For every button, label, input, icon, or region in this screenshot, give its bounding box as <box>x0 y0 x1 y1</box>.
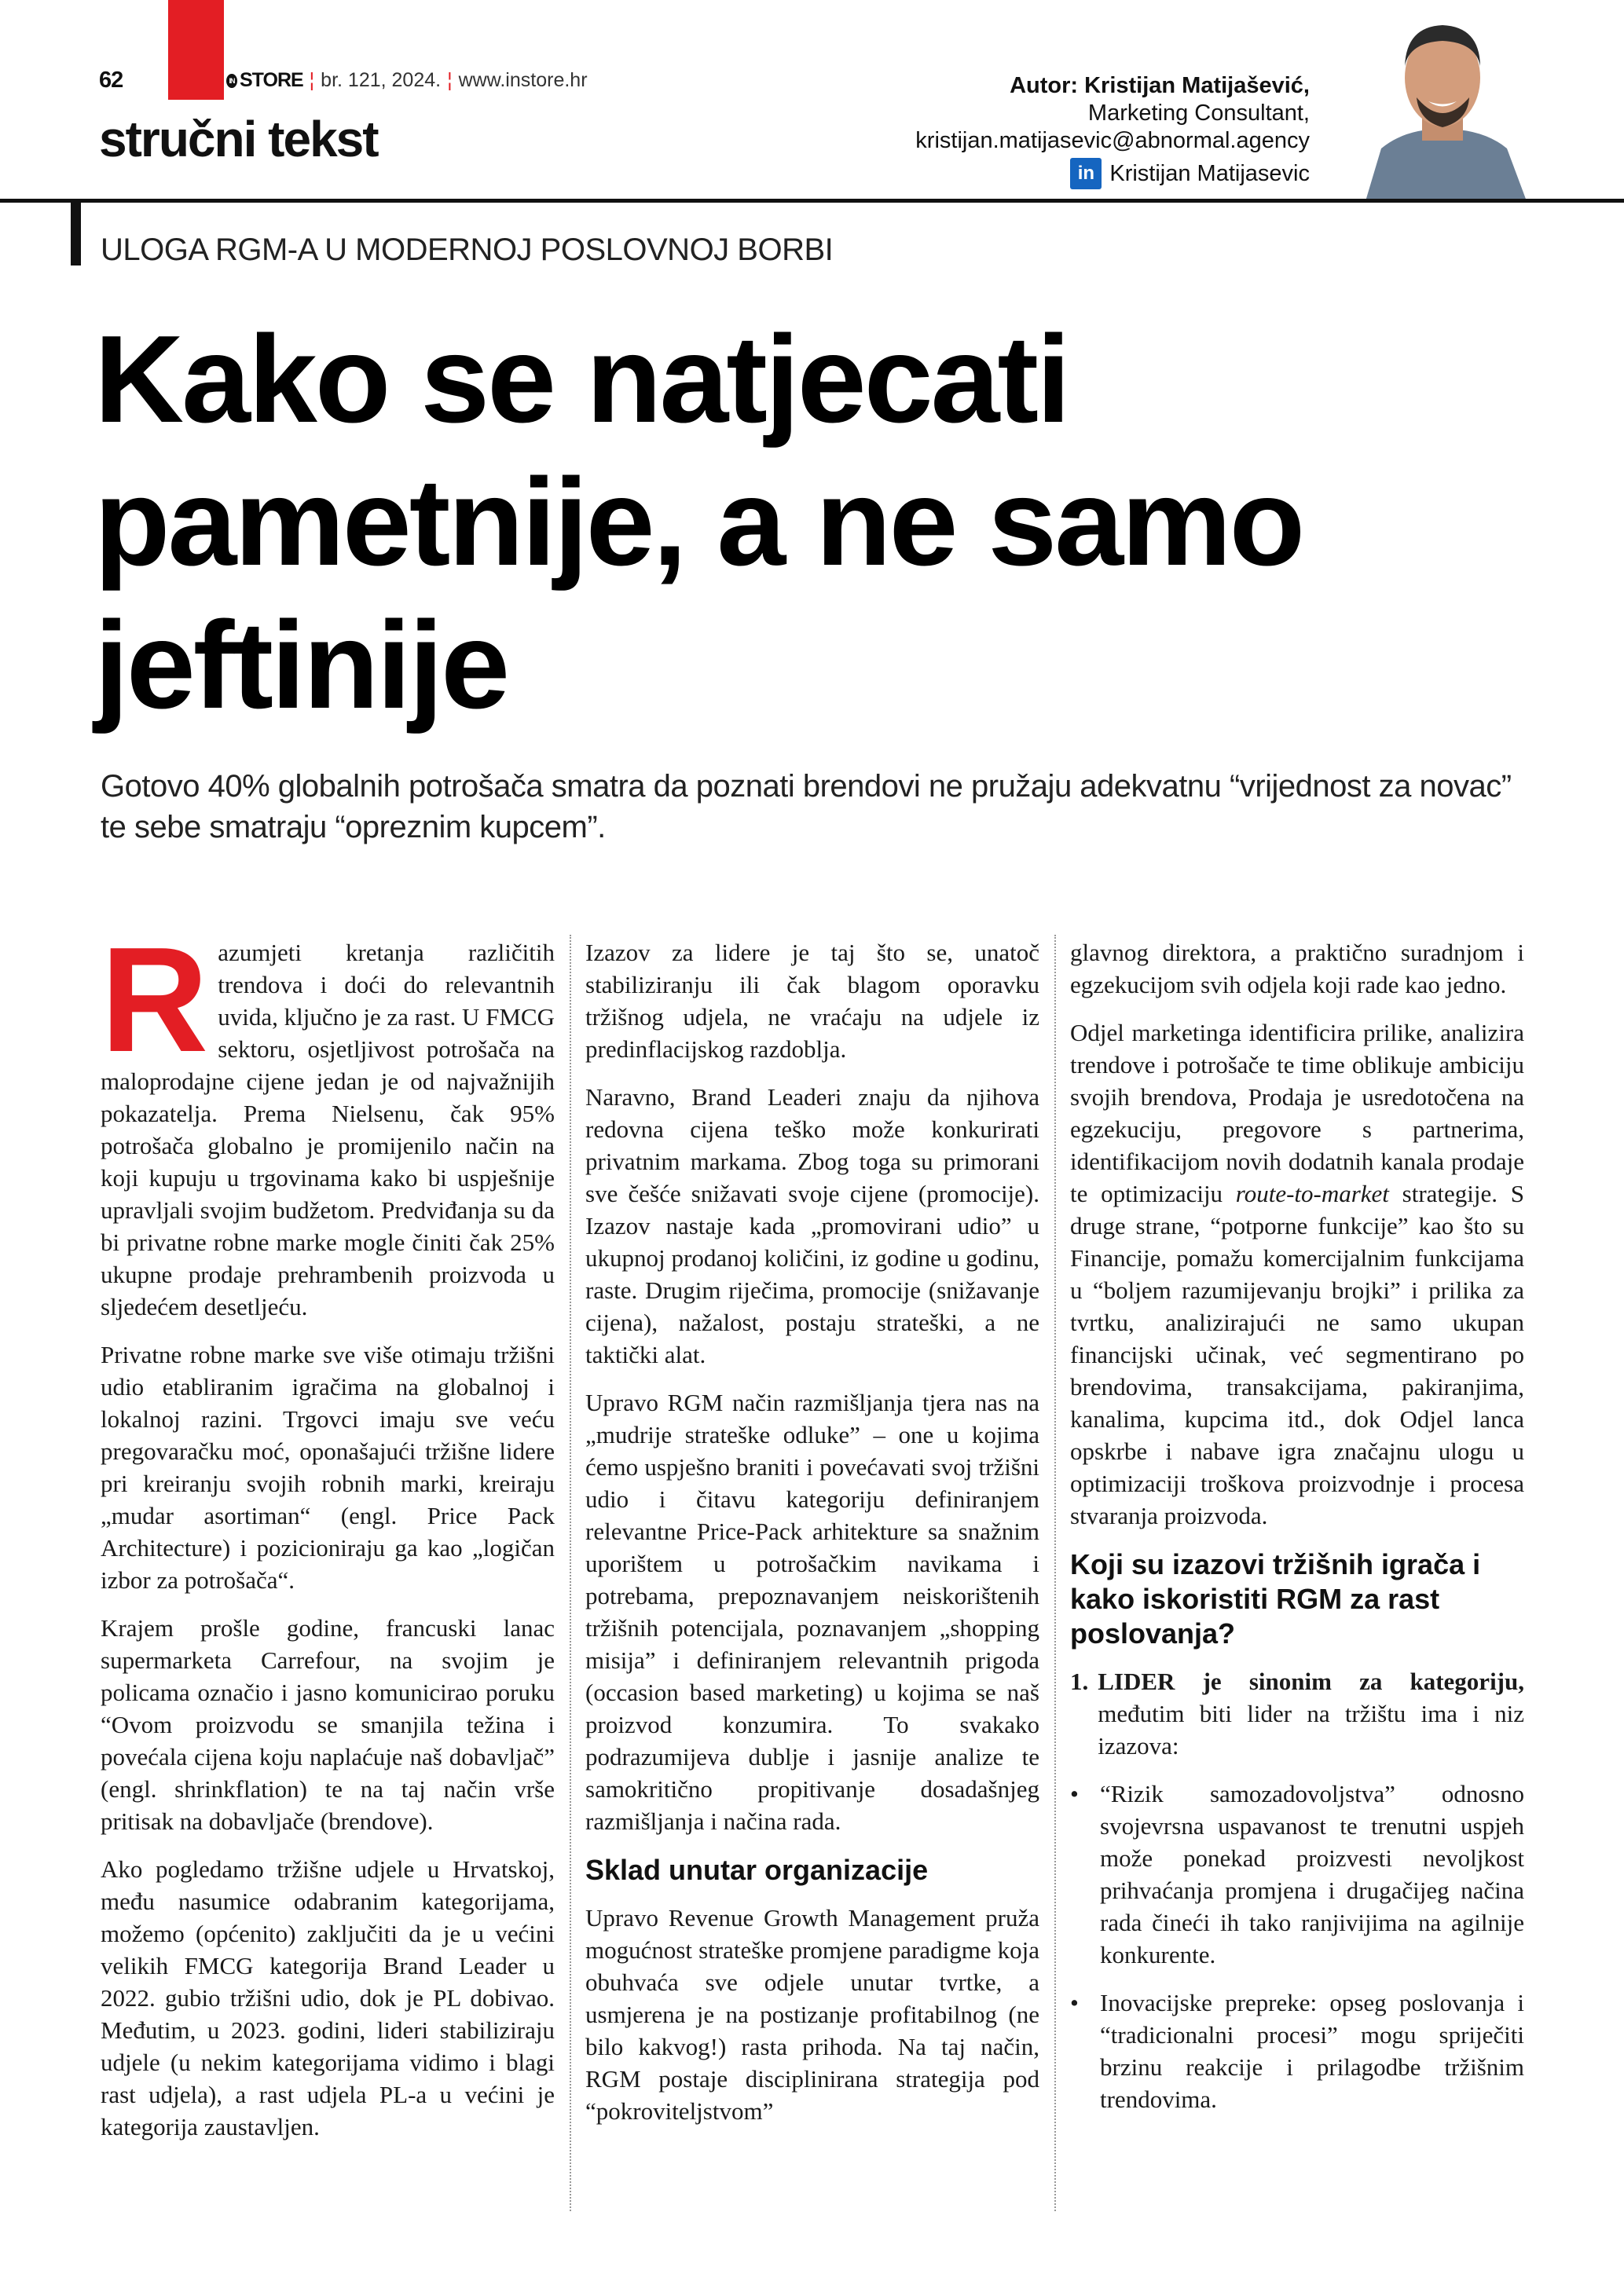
separator: ¦ <box>447 69 453 91</box>
paragraph: Odjel marketinga identificira prilike, analizira trendove i potrošače te time oblikuje ambiciju svojih brendova, Prodaja je usredotočena na egzekuciju, pregovore s partnerima, identifikacijom novih dodatnih kanala prodaje te optimizaciju route-to-market strategije. S druge strane, “potporne funkcije” kao što su Financije, pomažu komercijalnim funkcijama u “boljem razumijevanju brojki” i prilika za tvrtku, analizirajući ne samo ukupan financijski učinak, već segmentirano po brendovima, transakcijama, pakiranjima, kanalima, kupcima itd., dok Odjel lanca opskrbe i nabave igra značajnu ulogu u optimizaciji troškova proizvodnje i procesa stvaranja proizvoda. <box>1070 1019 1525 1529</box>
masthead <box>226 69 588 92</box>
linkedin-name: Kristijan Matijasevic <box>1109 160 1310 186</box>
item-number: 1. <box>1070 1668 1089 1695</box>
italic-term: route-to-market <box>1235 1180 1389 1207</box>
logo-in-icon: IN <box>226 74 237 88</box>
issue-number: br. 121, 2024. <box>321 69 442 91</box>
bullet-icon: • <box>1070 1780 1079 1807</box>
author-role: Marketing Consultant, <box>1087 101 1310 126</box>
author-photo <box>1350 11 1534 201</box>
website-link[interactable]: www.instore.hr <box>458 69 588 91</box>
subheading: Koji su izazovi tržišnih igrača i kako iskoristiti RGM za rast poslovanja? <box>1070 1548 1481 1650</box>
paragraph: Naravno, Brand Leaderi znaju da njihova redovna cijena teško može konkurirati privatnim markama. Zbog toga su primorani sve češće snižavati svoje cijene (promocije). Izazov nastaje kada „promovirani udio” u ukupnoj prodanoj količini, iz godine u godinu, raste. Drugim riječima, promocije (snižavanje cijena), nažalost, postaju strateški, a ne taktički alat. <box>585 1083 1039 1368</box>
instore-logo: IN STORE <box>226 69 303 92</box>
kicker-bar <box>71 201 81 265</box>
drop-cap: R <box>101 917 209 1083</box>
header-rule <box>0 199 1624 203</box>
page-number: 62 <box>99 68 123 93</box>
column-divider <box>1054 935 1056 2211</box>
section-title: stručni tekst <box>99 111 378 167</box>
bullet-icon: • <box>1070 1989 1079 2016</box>
article-kicker: ULOGA RGM-A U MODERNOJ POSLOVNOJ BORBI <box>101 233 834 267</box>
linkedin-link[interactable] <box>915 158 1310 189</box>
article-column-2 <box>585 936 1039 2143</box>
author-block <box>915 72 1310 189</box>
numbered-item <box>1070 1665 1524 1762</box>
author-name: Autor: Kristijan Matijašević, <box>1010 73 1310 98</box>
column-divider <box>570 935 571 2211</box>
author-email[interactable]: kristijan.matijasevic@abnormal.agency <box>915 128 1310 153</box>
paragraph: Krajem prošle godine, francuski lanac supermarketa Carrefour, na svojim je policama označio i jasno komunicirao poruku “Ovom proizvodu se smanjila težina i povećala cijena koju naplaćuje naš dobavljač” (engl. shrinkflation) te na taj način vrše pritisak na dobavljače (brendove). <box>101 1614 555 1835</box>
bullet-item: • “Rizik samozadovoljstva” odnosno svojevrsna uspavanost te trenutni uspjeh može ponekad proizvesti nevoljkost prihvaćanja promjena i drugačijeg načina rada čineći ih tako ranjivijima na agilnije konkurente. <box>1070 1778 1524 1971</box>
paragraph: Privatne robne marke sve više otimaju tržišni udio etabliranim igračima na globalnoj i lokalnoj razini. Trgovci imaju sve veću pregovaračku moć, oponašajući tržišne lidere pri kreiranju svojih robnih marki, kreiraju „mudar asortiman“ (engl. Price Pack Architecture) i pozicioniraju ga kao „logičan izbor za potrošača“. <box>101 1341 555 1594</box>
paragraph: Ako pogledamo tržišne udjele u Hrvatskoj, među nasumice odabranim kategorijama, možemo (općenito) zaključiti da je u većini velikih FMCG kategorija Brand Leader u 2022. gubio tržišni udio, dok je PL dobivao. Međutim, u 2023. godini, lideri stabiliziraju udjele (u nekim kategorijama vidimo i blagi rast udjela), a rast udjela PL-a u većini je kategorija zaustavljen. <box>101 1855 555 2140</box>
paragraph: Upravo RGM način razmišljanja tjera nas na „mudrije strateške odluke” – one u kojima ćemo uspješno braniti i povećavati svoj tržišni udio i čitavu kategoriju definiranjem relevantne Price-Pack arhitekture sa snažnim uporištem u potrošačkim navikama i potrebama, prepoznavanjem neiskorištenih tržišnih potencijala, poznavanjem „shopping misija” i definiranjem relevantnih prigoda (occasion based marketing) u kojima se naš proizvod konzumira. To svakako podrazumijeva dublje i jasnije analize te samokritično propitivanje dosadašnjeg razmišljanja i načina rada. <box>585 1389 1039 1835</box>
article-column-1 <box>101 917 555 2159</box>
paragraph: Izazov za lidere je taj što se, unatoč stabiliziranju ili čak blagom oporavku tržišnog udjela, ne vraćaju na udjele iz predinflacijskog razdoblja. <box>585 939 1039 1063</box>
linkedin-icon: in <box>1070 158 1102 189</box>
paragraph: Upravo Revenue Growth Management pruža mogućnost strateške promjene paradigme koja obuhvaća sve odjele unutar tvrtke, a usmjerena je na postizanje profitabilnog (ne bilo kakvog!) rasta prihoda. Na taj način, RGM postaje disciplinirana strategija pod “pokroviteljstvom” <box>585 1904 1039 2125</box>
bullet-item: • Inovacijske prepreke: opseg poslovanja i “tradicionalni procesi” mogu spriječiti brzinu reakcije i prilagodbe tržišnim trendovima. <box>1070 1987 1524 2115</box>
item-text: međutim biti lider na tržištu ima i niz izazova: <box>1098 1700 1524 1760</box>
separator: ¦ <box>309 69 315 91</box>
brand-red-bar <box>168 0 224 100</box>
subheading: Sklad unutar organizacije <box>585 1854 929 1886</box>
article-column-3 <box>1070 936 1524 2131</box>
paragraph: Razumjeti kretanja različitih trendova i doći do relevantnih uvida, ključno je za rast. U FMCG sektoru, osjetljivost potrošača na maloprodajne cijene jedan je od najvažnijih pokazatelja. Prema Nielsenu, čak 95% potrošača globalno je promijenilo način na koji kupuju u trgovinama kako bi uspješnije upravljali svojim budžetom. Predviđanja su da bi privatne robne marke mogle činiti čak 25% ukupne prodaje prehrambenih proizvoda u sljedećem desetljeću. <box>101 917 555 1320</box>
article-headline: Kako se natjecati pametnije, a ne samo jeftinije <box>94 310 1303 734</box>
article-lead: Gotovo 40% globalnih potrošača smatra da poznati brendovi ne pružaju adekvatnu “vrijednost za novac” te sebe smatraju “opreznim kupcem”. <box>101 769 1512 844</box>
paragraph: glavnog direktora, a praktično suradnjom i egzekucijom svih odjela koji rade kao jedno. <box>1070 939 1524 998</box>
item-bold: LIDER je sinonim za kategoriju, <box>1098 1668 1524 1695</box>
